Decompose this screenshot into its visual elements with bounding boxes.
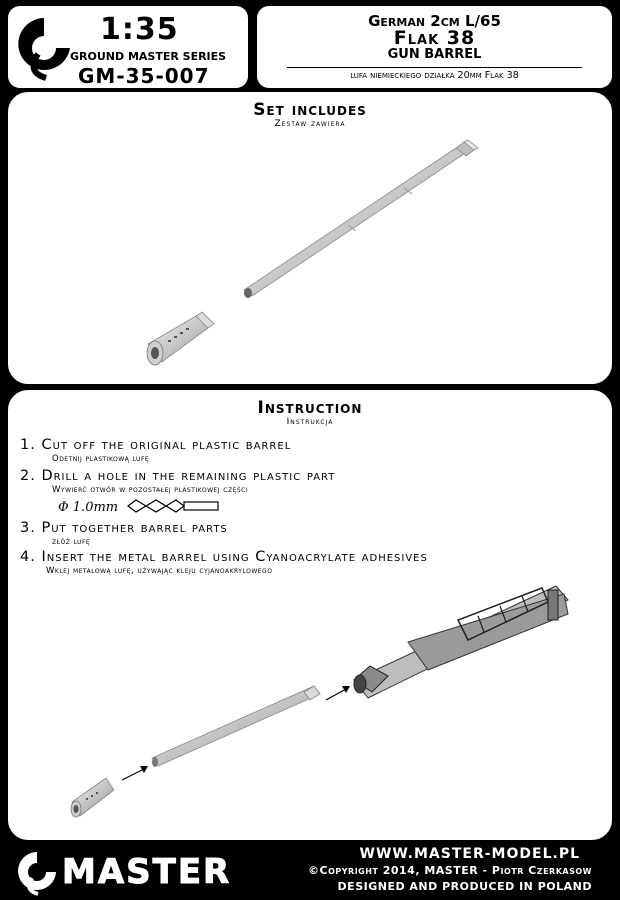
assembly-muzzle-brake-icon [71, 778, 114, 817]
set-includes-title: Set includes [253, 100, 367, 120]
product-title-line2: Flak 38 [393, 27, 476, 49]
metal-barrel-icon [244, 140, 478, 298]
designed-produced-text: DESIGNED AND PRODUCED IN POLAND [337, 880, 592, 893]
step-1-label: 1. Cut off the original plastic barrel [20, 437, 292, 453]
assembly-barrel-icon [152, 686, 320, 767]
master-logo-icon [16, 14, 72, 82]
assembly-illustration [8, 580, 612, 840]
title-divider [287, 67, 582, 68]
series-label: GROUND MASTER SERIES [70, 50, 227, 63]
master-brand-wordmark: MASTER [62, 852, 232, 892]
step-4-label: 4. Insert the metal barrel using Cyanoacrylate adhesives [20, 549, 428, 565]
product-title-panel [255, 4, 614, 90]
drill-size-label: Φ 1.0mm [58, 500, 119, 515]
step-3-label: 3. Put together barrel parts [20, 520, 228, 536]
product-title-polish: lufa niemieckiego działka 20mm Flak 38 [350, 70, 519, 81]
set-parts-illustration [8, 132, 612, 377]
instruction-subtitle: Instrukcja [286, 417, 334, 427]
instruction-title: Instruction [257, 398, 363, 418]
master-footer-logo-icon [14, 848, 60, 896]
muzzle-brake-icon [147, 312, 214, 365]
product-title-line3: GUN BARREL [387, 47, 482, 62]
set-includes-subtitle: Zestaw zawiera [274, 119, 346, 129]
step-2-label: 2. Drill a hole in the remaining plastic part [20, 468, 336, 484]
gun-receiver-icon [354, 586, 568, 698]
step-3-sub: złóż lufę [52, 537, 91, 547]
product-title-line1: German 2cm L/65 [368, 12, 501, 30]
step-2-sub: Wywierć otwór w pozostałej plastikowej części [52, 485, 249, 495]
series-logo-panel [6, 4, 250, 90]
drill-bit-icon [126, 498, 221, 514]
instruction-panel [6, 388, 614, 842]
set-includes-panel [6, 90, 614, 386]
website-url: WWW.MASTER-MODEL.PL [359, 846, 580, 862]
scale-label: 1:35 [100, 12, 179, 47]
step-4-sub: Wklej metalową lufę, używając kleju cyjanoakrylowego [46, 566, 273, 576]
step-1-sub: Odetnij plastikową lufę [52, 454, 150, 464]
copyright-text: ©Copyright 2014, MASTER - Piotr Czerkasow [308, 864, 592, 877]
product-code: GM-35-007 [78, 64, 210, 88]
